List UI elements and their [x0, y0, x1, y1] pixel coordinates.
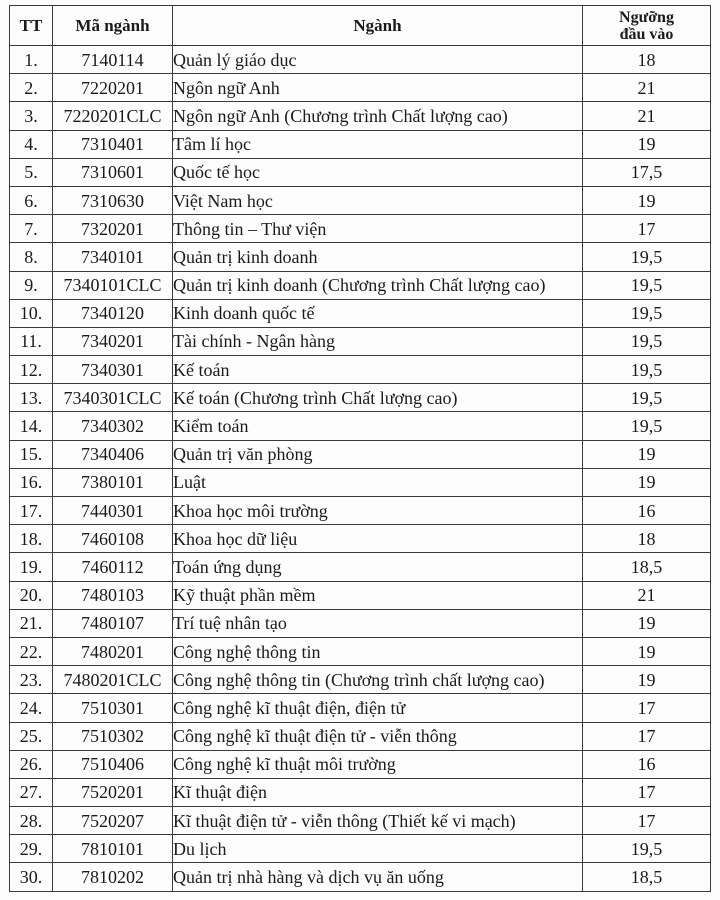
threshold-score: 19,5 — [583, 356, 711, 384]
major-name: Quản trị kinh doanh — [173, 243, 583, 271]
row-number: 17. — [10, 497, 53, 525]
row-number: 9. — [10, 271, 53, 299]
row-number: 2. — [10, 74, 53, 102]
table-row — [10, 609, 711, 637]
major-code: 7480201CLC — [53, 666, 173, 694]
threshold-score: 21 — [583, 581, 711, 609]
major-code: 7810101 — [53, 835, 173, 863]
row-number: 6. — [10, 186, 53, 214]
header-threshold-line2: đầu vào — [619, 25, 674, 43]
row-number: 19. — [10, 553, 53, 581]
major-code: 7310401 — [53, 130, 173, 158]
major-name: Việt Nam học — [173, 186, 583, 214]
major-name: Công nghệ kĩ thuật môi trường — [173, 750, 583, 778]
major-name: Toán ứng dụng — [173, 553, 583, 581]
table-row — [10, 637, 711, 665]
table-row — [10, 46, 711, 74]
table-row — [10, 778, 711, 806]
admission-threshold-table — [9, 5, 711, 892]
major-code: 7340301 — [53, 356, 173, 384]
major-code: 7460112 — [53, 553, 173, 581]
table-row — [10, 525, 711, 553]
row-number: 12. — [10, 356, 53, 384]
major-code: 7480103 — [53, 581, 173, 609]
table-row — [10, 384, 711, 412]
row-number: 25. — [10, 722, 53, 750]
row-number: 15. — [10, 440, 53, 468]
table-row — [10, 835, 711, 863]
major-code: 7310630 — [53, 186, 173, 214]
table-row — [10, 863, 711, 891]
header-threshold-line1: Ngưỡng — [619, 8, 674, 26]
table-row — [10, 468, 711, 496]
major-code: 7340101CLC — [53, 271, 173, 299]
table-row — [10, 299, 711, 327]
table-body — [10, 46, 711, 892]
row-number: 20. — [10, 581, 53, 609]
major-code: 7810202 — [53, 863, 173, 891]
major-code: 7220201 — [53, 74, 173, 102]
threshold-score: 19,5 — [583, 835, 711, 863]
major-name: Kĩ thuật điện tử - viễn thông (Thiết kế vi mạch) — [173, 807, 583, 835]
row-number: 4. — [10, 130, 53, 158]
table-row — [10, 186, 711, 214]
table-header-row — [10, 6, 711, 46]
row-number: 14. — [10, 412, 53, 440]
row-number: 24. — [10, 694, 53, 722]
threshold-score: 18,5 — [583, 863, 711, 891]
table-row — [10, 158, 711, 186]
threshold-score: 21 — [583, 102, 711, 130]
table-row — [10, 102, 711, 130]
row-number: 10. — [10, 299, 53, 327]
table-row — [10, 74, 711, 102]
major-code: 7340120 — [53, 299, 173, 327]
major-code: 7340302 — [53, 412, 173, 440]
table-row — [10, 694, 711, 722]
table-row — [10, 243, 711, 271]
row-number: 16. — [10, 468, 53, 496]
major-name: Quản trị văn phòng — [173, 440, 583, 468]
row-number: 1. — [10, 46, 53, 74]
threshold-score: 19 — [583, 440, 711, 468]
row-number: 29. — [10, 835, 53, 863]
major-code: 7220201CLC — [53, 102, 173, 130]
major-name: Ngôn ngữ Anh (Chương trình Chất lượng cao) — [173, 102, 583, 130]
row-number: 22. — [10, 637, 53, 665]
major-name: Du lịch — [173, 835, 583, 863]
table-row — [10, 497, 711, 525]
major-name: Quốc tế học — [173, 158, 583, 186]
major-name: Kĩ thuật điện — [173, 778, 583, 806]
major-code: 7310601 — [53, 158, 173, 186]
threshold-score: 16 — [583, 750, 711, 778]
threshold-score: 21 — [583, 74, 711, 102]
major-code: 7480107 — [53, 609, 173, 637]
table-row — [10, 581, 711, 609]
major-code: 7460108 — [53, 525, 173, 553]
major-name: Luật — [173, 468, 583, 496]
major-name: Kế toán — [173, 356, 583, 384]
major-code: 7380101 — [53, 468, 173, 496]
threshold-score: 19,5 — [583, 271, 711, 299]
table-row — [10, 215, 711, 243]
major-code: 7340301CLC — [53, 384, 173, 412]
row-number: 8. — [10, 243, 53, 271]
threshold-score: 19,5 — [583, 384, 711, 412]
major-name: Kinh doanh quốc tế — [173, 299, 583, 327]
threshold-score: 17,5 — [583, 158, 711, 186]
major-name: Quản trị kinh doanh (Chương trình Chất lượng cao) — [173, 271, 583, 299]
threshold-score: 19,5 — [583, 299, 711, 327]
threshold-score: 19,5 — [583, 243, 711, 271]
threshold-score: 17 — [583, 778, 711, 806]
threshold-score: 18,5 — [583, 553, 711, 581]
row-number: 11. — [10, 327, 53, 355]
row-number: 21. — [10, 609, 53, 637]
major-name: Ngôn ngữ Anh — [173, 74, 583, 102]
major-name: Kiểm toán — [173, 412, 583, 440]
table-row — [10, 440, 711, 468]
table-row — [10, 553, 711, 581]
table-row — [10, 807, 711, 835]
threshold-score: 17 — [583, 215, 711, 243]
major-code: 7510301 — [53, 694, 173, 722]
threshold-score: 19 — [583, 609, 711, 637]
table-row — [10, 356, 711, 384]
threshold-score: 17 — [583, 722, 711, 750]
major-name: Công nghệ kĩ thuật điện tử - viễn thông — [173, 722, 583, 750]
major-name: Tài chính - Ngân hàng — [173, 327, 583, 355]
threshold-score: 16 — [583, 497, 711, 525]
major-code: 7140114 — [53, 46, 173, 74]
threshold-score: 19,5 — [583, 412, 711, 440]
row-number: 18. — [10, 525, 53, 553]
row-number: 26. — [10, 750, 53, 778]
row-number: 23. — [10, 666, 53, 694]
row-number: 30. — [10, 863, 53, 891]
threshold-score: 18 — [583, 46, 711, 74]
row-number: 7. — [10, 215, 53, 243]
row-number: 3. — [10, 102, 53, 130]
header-threshold — [583, 6, 711, 46]
threshold-score: 19 — [583, 666, 711, 694]
major-code: 7440301 — [53, 497, 173, 525]
table-row — [10, 130, 711, 158]
row-number: 27. — [10, 778, 53, 806]
table-row — [10, 722, 711, 750]
major-name: Thông tin – Thư viện — [173, 215, 583, 243]
threshold-score: 19 — [583, 468, 711, 496]
table-row — [10, 271, 711, 299]
major-name: Khoa học dữ liệu — [173, 525, 583, 553]
table-row — [10, 750, 711, 778]
threshold-score: 19 — [583, 130, 711, 158]
major-code: 7340201 — [53, 327, 173, 355]
row-number: 13. — [10, 384, 53, 412]
table-row — [10, 412, 711, 440]
major-code: 7520207 — [53, 807, 173, 835]
major-code: 7510406 — [53, 750, 173, 778]
table-row — [10, 666, 711, 694]
header-tt: TT — [10, 6, 53, 46]
major-code: 7320201 — [53, 215, 173, 243]
major-name: Kế toán (Chương trình Chất lượng cao) — [173, 384, 583, 412]
header-major: Ngành — [173, 6, 583, 46]
major-name: Kỹ thuật phần mềm — [173, 581, 583, 609]
major-name: Khoa học môi trường — [173, 497, 583, 525]
threshold-score: 18 — [583, 525, 711, 553]
major-name: Quản trị nhà hàng và dịch vụ ăn uống — [173, 863, 583, 891]
row-number: 5. — [10, 158, 53, 186]
major-name: Tâm lí học — [173, 130, 583, 158]
major-code: 7480201 — [53, 637, 173, 665]
major-code: 7510302 — [53, 722, 173, 750]
threshold-score: 17 — [583, 807, 711, 835]
threshold-score: 17 — [583, 694, 711, 722]
header-code: Mã ngành — [53, 6, 173, 46]
threshold-score: 19 — [583, 637, 711, 665]
threshold-score: 19 — [583, 186, 711, 214]
major-name: Trí tuệ nhân tạo — [173, 609, 583, 637]
major-name: Công nghệ kĩ thuật điện, điện tử — [173, 694, 583, 722]
threshold-score: 19,5 — [583, 327, 711, 355]
table-row — [10, 327, 711, 355]
major-name: Công nghệ thông tin (Chương trình chất lượng cao) — [173, 666, 583, 694]
major-code: 7520201 — [53, 778, 173, 806]
major-code: 7340406 — [53, 440, 173, 468]
major-name: Công nghệ thông tin — [173, 637, 583, 665]
major-name: Quản lý giáo dục — [173, 46, 583, 74]
major-code: 7340101 — [53, 243, 173, 271]
row-number: 28. — [10, 807, 53, 835]
